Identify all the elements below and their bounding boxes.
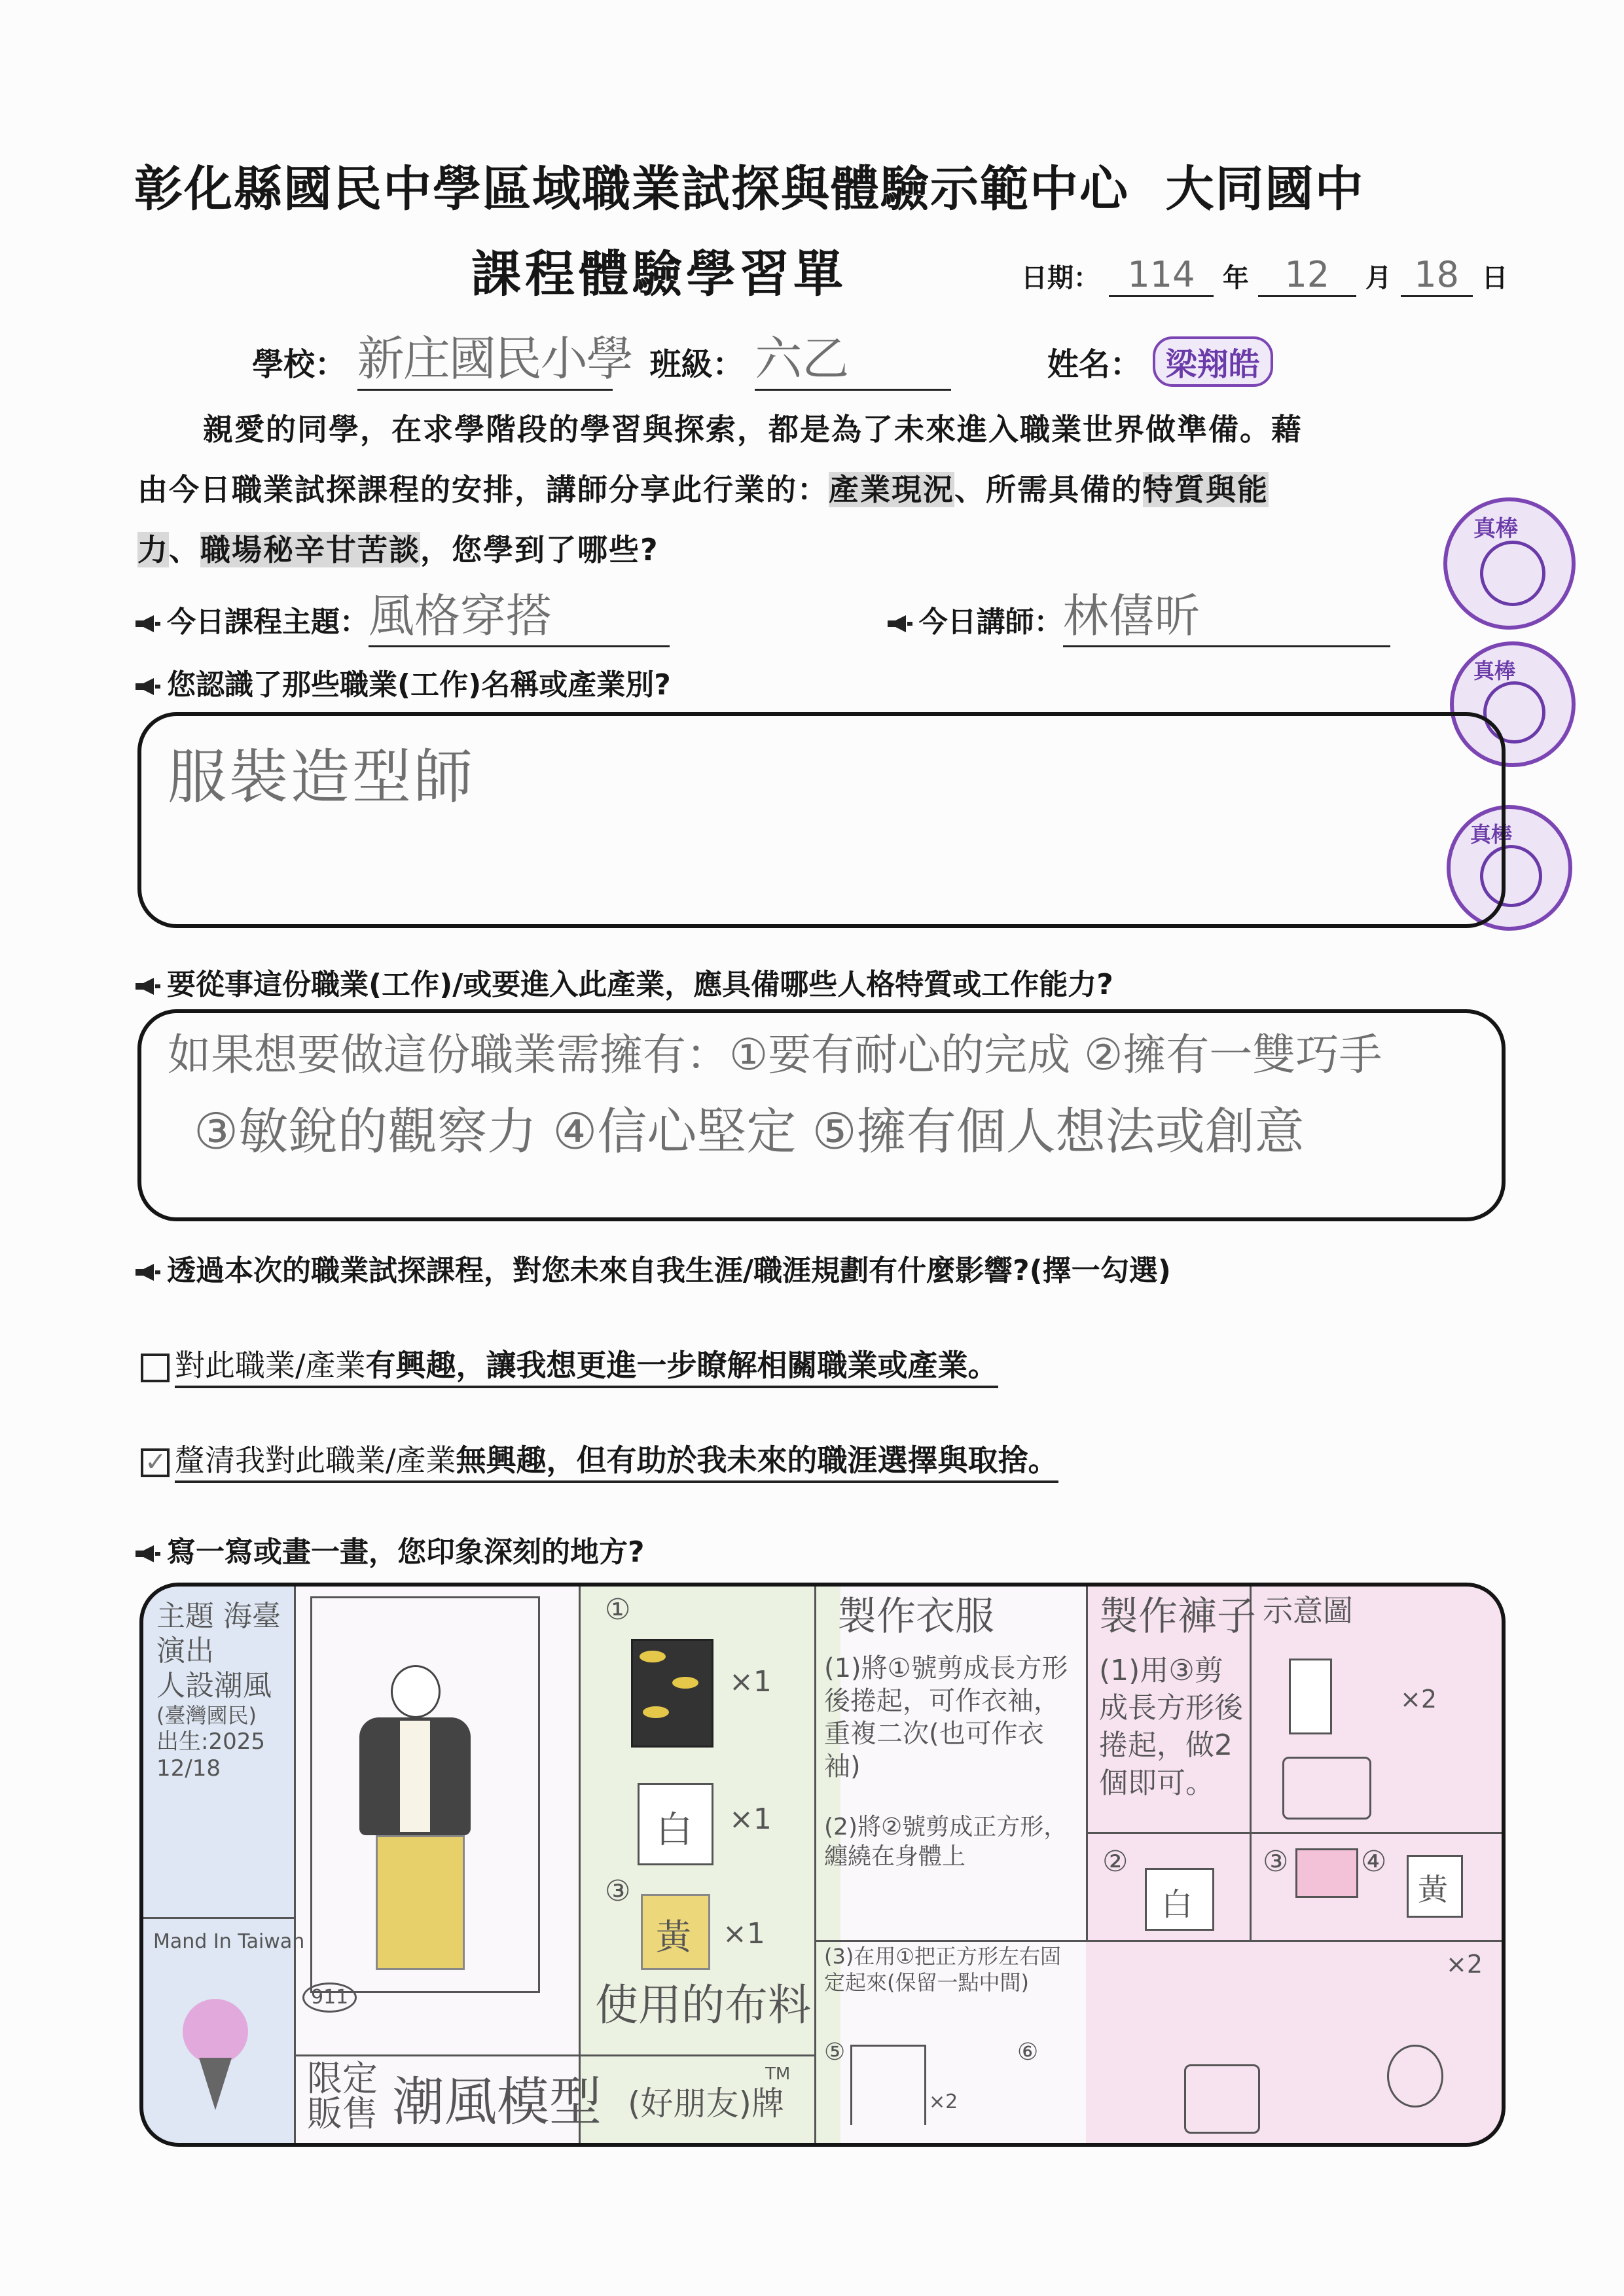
fabric-yellow-label: 黃: [656, 1916, 691, 1958]
col2-qty-1: ×1: [729, 1665, 772, 1698]
teacher-value: 林僖昕: [1063, 579, 1390, 647]
megaphone-icon: [134, 1544, 163, 1564]
megaphone-icon: [134, 677, 163, 696]
intro-line-1: 親愛的同學，在求學階段的學習與探索，都是為了未來進入職業世界做準備。藉: [203, 412, 1303, 447]
col1-limited: [307, 2058, 378, 2134]
intro-text: 、所需具備的: [954, 472, 1143, 507]
q4-question: 寫一寫或畫一畫，您印象深刻的地方?: [167, 1535, 645, 1569]
intro-line-2: [137, 459, 1499, 520]
stamp-label: 真棒: [1473, 658, 1516, 683]
date-month-unit: 月: [1365, 263, 1392, 293]
date-row: [1021, 254, 1508, 297]
stamp-face-icon: [1480, 541, 1545, 606]
character-head-icon: [391, 1665, 441, 1718]
final-outfit-icon: [1184, 2064, 1260, 2134]
col1-model-name: 潮風模型: [392, 2072, 602, 2132]
intro-text: ，您學到了哪些?: [420, 532, 659, 567]
col3-step-3: (3)在用①把正方形左右固定起來(保留一點中間): [824, 1944, 1062, 1995]
col1-birth-date: 12/18: [156, 1755, 221, 1782]
col2-num-1: ①: [605, 1593, 631, 1626]
intro-highlight-traits: 特質與能: [1143, 472, 1269, 507]
q1-question: 您認識了那些職業(工作)名稱或產業別?: [167, 668, 671, 702]
intro-text: 、: [169, 532, 200, 567]
fabric-pattern-swatch: [631, 1639, 713, 1748]
col1-persona-value: 潮風: [214, 1668, 272, 1702]
name-label: 姓名：: [1047, 346, 1142, 383]
bottom-num-3: ③: [1263, 1845, 1289, 1878]
option-emphasis: 有興趣: [365, 1348, 456, 1383]
divider-line: [814, 1940, 1505, 1942]
bottom-num-2: ②: [1102, 1845, 1128, 1878]
col1-made-in: Mand In Taiwan: [153, 1930, 305, 1953]
q2-answer-box[interactable]: [137, 1009, 1506, 1221]
intro-highlight-secrets: 職場秘辛甘苦談: [200, 532, 420, 567]
bottom-yellow-swatch: [1407, 1855, 1463, 1918]
col2-brand: (好朋友)牌: [628, 2085, 785, 2123]
col2-qty-3: ×1: [723, 1917, 765, 1950]
divider-line: [143, 1917, 294, 1919]
q2-answer-line-2: ③敏銳的觀察力 ④信心堅定 ⑤擁有個人想法或創意: [194, 1102, 1305, 1160]
document-title: 彰化縣國民中學區域職業試探與體驗示範中心 大同國中: [134, 161, 1365, 217]
name-stamp: 梁翔皓: [1153, 336, 1273, 387]
stamp-label: 真棒: [1473, 516, 1518, 542]
q4-drawing-box[interactable]: [139, 1583, 1506, 2147]
col5-qty-3: ×2: [929, 2090, 958, 2113]
col3-title: 製作衣服: [837, 1594, 994, 1640]
bottom-white-label: 白: [1161, 1886, 1193, 1923]
col1-model-number: 911: [302, 1982, 357, 2013]
ice-cream-icon: [183, 1999, 248, 2064]
fabric-yellow-swatch: [641, 1894, 710, 1970]
col1-persona-label: 人設: [156, 1668, 214, 1702]
q2-answer-line-1: 如果想要做這份職業需擁有：①要有耐心的完成 ②擁有一雙巧手: [168, 1030, 1382, 1080]
intro-highlight-industry: 產業現況: [829, 472, 954, 507]
megaphone-icon: [886, 614, 915, 634]
col5-title: 示意圖: [1263, 1593, 1353, 1628]
character-pants-icon: [376, 1835, 465, 1970]
divider-line: [1086, 1832, 1505, 1834]
col1-topic-label: 主題: [156, 1600, 214, 1633]
intro-text: 由今日職業試探課程的安排，講師分享此行業的：: [137, 472, 829, 507]
col3-step-2: (2)將②號剪成正方形，纏繞在身體上: [824, 1814, 1068, 1870]
topic-label: 今日課程主題：: [167, 605, 369, 639]
topic-value: 風格穿搭: [369, 579, 670, 647]
q3-label: [134, 1247, 1171, 1289]
bottom-num-4: ④: [1361, 1845, 1387, 1878]
option-text: ，讓我想更進一步瞭解相關職業或產業。: [456, 1348, 998, 1383]
document-subtitle: 課程體驗學習單: [471, 245, 847, 303]
col1-nationality: (臺灣國民): [156, 1703, 257, 1729]
megaphone-icon: [134, 1263, 163, 1282]
option-text: 釐清我對此職業/產業: [175, 1443, 456, 1478]
date-day: 18: [1401, 254, 1473, 297]
bottom-white-swatch: [1145, 1868, 1214, 1931]
date-day-unit: 日: [1481, 263, 1508, 293]
school-label: 學校：: [252, 346, 347, 383]
reward-stamp-1: [1443, 497, 1576, 630]
col5-qty-2: ×2: [1446, 1950, 1483, 1979]
diagram-shirt-icon: [1282, 1757, 1371, 1820]
col1-limited-2: 販售: [307, 2093, 378, 2134]
checkbox-interest[interactable]: [141, 1354, 170, 1382]
intro-line-3: [137, 520, 1499, 580]
character-shirt-icon: [400, 1721, 430, 1832]
q1-answer-box[interactable]: [137, 712, 1506, 928]
date-label: 日期：: [1021, 263, 1100, 293]
q2-question: 要從事這份職業(工作)/或要進入此產業，應具備哪些人格特質或工作能力?: [167, 968, 1113, 1001]
date-year: 114: [1109, 254, 1214, 297]
megaphone-icon: [134, 977, 163, 996]
col1-birth: 出生:2025: [156, 1728, 265, 1755]
col2-caption: 使用的布料: [595, 1980, 811, 2030]
option-emphasis: 無興趣: [456, 1443, 547, 1478]
col2-tm: TM: [765, 2064, 791, 2084]
q1-label: [134, 661, 671, 703]
stamp-label: 真棒: [1470, 822, 1513, 847]
intro-highlight-ability: 力: [137, 532, 169, 567]
date-year-unit: 年: [1222, 263, 1249, 293]
col2-num-3: ③: [605, 1874, 631, 1908]
diagram-roll-icon: [1289, 1659, 1332, 1734]
class-label: 班級：: [649, 346, 744, 383]
course-row: [134, 579, 1390, 647]
student-row: [252, 321, 1273, 391]
q1-answer: 服裝造型師: [168, 743, 475, 812]
ice-cream-cone-icon: [199, 2058, 232, 2110]
col3-step-1: (1)將①號剪成長方形後捲起，可作衣袖，重複二次(也可作衣袖): [824, 1653, 1068, 1782]
fabric-white-swatch: [638, 1783, 713, 1865]
col1-performance: 演出: [156, 1634, 214, 1668]
col5-qty-1: ×2: [1400, 1685, 1437, 1713]
q3-option-no-interest[interactable]: [141, 1437, 1058, 1480]
date-month: 12: [1258, 254, 1356, 297]
q3-option-interest[interactable]: [141, 1342, 998, 1385]
checkmark-icon: ✓: [145, 1446, 167, 1477]
bottom-pattern-swatch: [1295, 1848, 1358, 1898]
fabric-white-label: 白: [656, 1809, 693, 1852]
divider-line: [814, 1587, 816, 2143]
q3-question: 透過本次的職業試探課程，對您未來自我生涯/職涯規劃有什麼影響?(擇一勾選): [167, 1254, 1171, 1287]
divider-line: [579, 1587, 581, 2143]
col1-topic-value: 海臺: [223, 1600, 281, 1633]
intro-paragraph: [137, 399, 1499, 580]
pants-drawing-icon: [850, 2045, 926, 2125]
divider-line: [294, 2054, 814, 2056]
col2-qty-2: ×1: [729, 1803, 772, 1836]
checkbox-no-interest[interactable]: [141, 1448, 170, 1477]
teacher-label: 今日講師：: [918, 605, 1063, 639]
divider-line: [294, 1587, 296, 2143]
col1-text: [156, 1600, 294, 1782]
q4-label: [134, 1528, 645, 1570]
school-value: 新庄國民小學: [357, 321, 613, 391]
option-text: 對此職業/產業: [175, 1348, 366, 1383]
bottom-num-5: ⑤: [824, 2039, 846, 2066]
divider-line: [1086, 1587, 1088, 1940]
class-value: 六乙: [755, 321, 951, 391]
col4-title: 製作褲子: [1099, 1594, 1256, 1640]
col4-step-1: (1)用③剪成長方形後捲起，做2個即可。: [1099, 1654, 1243, 1800]
option-text: ，但有助於我未來的職涯選擇與取捨。: [546, 1443, 1058, 1478]
final-head-icon: [1387, 2045, 1443, 2108]
bottom-num-6: ⑥: [1017, 2039, 1039, 2066]
q2-label: [134, 961, 1113, 1003]
col1-limited-1: 限定: [307, 2058, 378, 2099]
bottom-yellow-label: 黃: [1418, 1872, 1448, 1907]
megaphone-icon: [134, 614, 163, 634]
